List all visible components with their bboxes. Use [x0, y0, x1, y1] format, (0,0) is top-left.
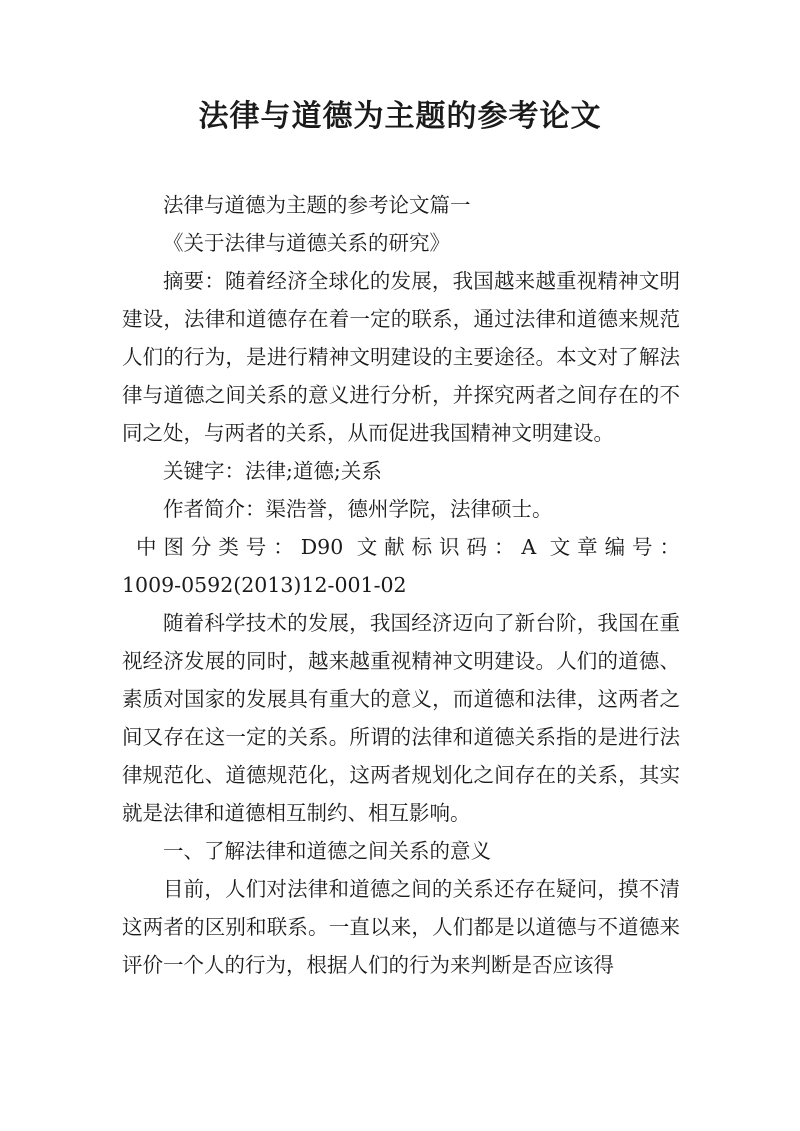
keywords-line: 关键字：法律;道德;关系 — [163, 459, 382, 483]
body-paragraph: 随着科学技术的发展，我国经济迈向了新台阶，我国在重视经济发展的同时，越来越重视精神文明建设。人们的道德、素质对国家的发展具有重大的意义，而道德和法律，这两者之间又存在这一定的关系。所谓的法律和道德关系指的是进行法律规范化、道德规范化，这两者规划化之间存在的关系，其实就是法律和道德相互制约、相互影响。 — [122, 611, 680, 825]
classification-line: 中图分类号：D90 文献标识码：A 文章编号： — [136, 535, 680, 559]
article-title: 《关于法律与道德关系的研究》 — [163, 231, 450, 255]
author-info-line: 作者简介：渠浩誉，德州学院，法律硕士。 — [163, 497, 553, 521]
subheading: 一、了解法律和道德之间关系的意义 — [163, 839, 491, 863]
body-paragraph: 目前，人们对法律和道德之间的关系还存在疑问，摸不清这两者的区别和联系。一直以来，人们都是以道德与不道德来评价一个人的行为，根据人们的行为来判断是否应该得 — [122, 877, 680, 977]
document-title: 法律与道德为主题的参考论文 — [198, 99, 602, 134]
section-heading: 法律与道德为主题的参考论文篇一 — [163, 193, 471, 217]
abstract-paragraph: 摘要：随着经济全球化的发展，我国越来越重视精神文明建设，法律和道德存在着一定的联系，通过法律和道德来规范人们的行为，是进行精神文明建设的主要途径。本文对了解法律与道德之间关系的意义进行分析，并探究两者之间存在的不同之处，与两者的关系，从而促进我国精神文明建设。 — [122, 269, 680, 445]
article-number-line: 1009-0592(2013)12-001-02 — [122, 573, 407, 597]
document-body — [122, 186, 680, 984]
